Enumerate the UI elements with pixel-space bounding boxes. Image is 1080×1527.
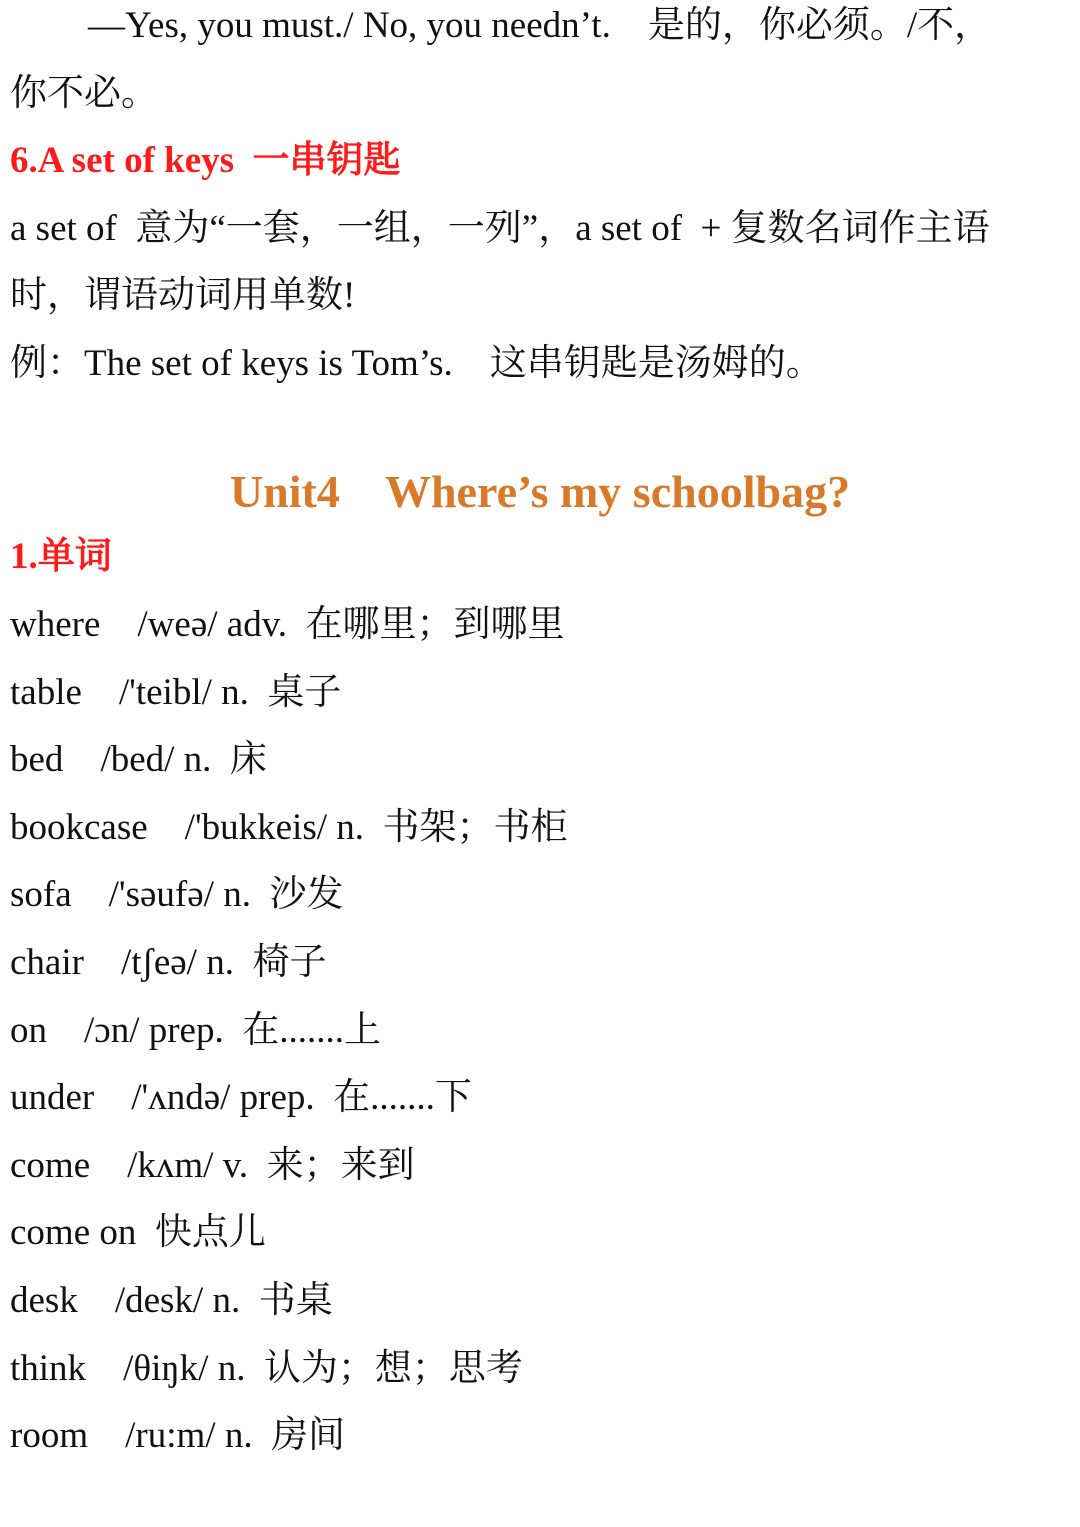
spacer	[327, 804, 336, 852]
vocab-part-of-speech: v.	[222, 1145, 249, 1186]
spacer	[364, 804, 383, 852]
spacer	[214, 871, 223, 919]
vocab-meaning: 桌子	[267, 672, 342, 713]
spacer	[139, 1007, 148, 1055]
spacer	[315, 1074, 334, 1122]
spacer	[82, 669, 119, 717]
spacer	[203, 1277, 212, 1325]
vocab-meaning: 房间	[271, 1415, 346, 1456]
vocab-phonetic: /desk/	[114, 1280, 204, 1321]
spacer	[216, 1412, 225, 1460]
spacer	[72, 871, 109, 919]
vocab-word: desk	[10, 1280, 78, 1321]
vocab-word: table	[10, 672, 82, 713]
vocab-part-of-speech: adv.	[226, 604, 288, 645]
spacer	[208, 1345, 217, 1393]
spacer	[248, 1142, 267, 1190]
vocab-phonetic: /kʌm/	[127, 1145, 214, 1186]
vocab-meaning: 椅子	[252, 942, 327, 983]
spacer	[86, 1345, 123, 1393]
spacer	[174, 736, 183, 784]
vocab-meaning: 书架；书柜	[382, 807, 568, 848]
vocab-row	[10, 601, 565, 649]
vocab-part-of-speech: n.	[183, 739, 212, 780]
vocab-phonetic: /bed/	[100, 739, 175, 780]
vocab-row	[10, 1007, 381, 1055]
spacer	[224, 1007, 243, 1055]
vocab-word: room	[10, 1415, 89, 1456]
spacer	[213, 1142, 222, 1190]
spacer	[218, 601, 227, 649]
unit-title: Unit4 Where’s my schoolbag?	[229, 466, 851, 517]
vocab-part-of-speech: n.	[224, 1415, 253, 1456]
intro-line-1: —Yes, you must./ No, you needn’t. 是的，你必须。/不，	[88, 5, 992, 46]
section-6-heading: 6.A set of keys 一串钥匙	[10, 140, 401, 181]
vocab-word: bookcase	[10, 807, 148, 848]
spacer	[88, 1412, 125, 1460]
section-6-description-line-2: 时，谓语动词用单数!	[10, 275, 356, 316]
vocab-row	[10, 1412, 345, 1460]
vocab-row	[10, 1345, 523, 1393]
vocab-meaning: 在.......上	[242, 1010, 381, 1051]
spacer	[78, 1277, 115, 1325]
vocab-part-of-speech: n.	[212, 1280, 241, 1321]
vocab-word: come on	[10, 1212, 137, 1253]
vocab-heading: 1.单词	[10, 536, 112, 577]
spacer	[253, 1412, 272, 1460]
vocab-meaning: 书桌	[258, 1280, 333, 1321]
vocab-row	[10, 871, 343, 919]
vocab-phonetic: /ru:m/	[125, 1415, 216, 1456]
spacer	[63, 736, 100, 784]
spacer	[249, 669, 268, 717]
spacer	[287, 601, 306, 649]
vocab-part-of-speech: n.	[223, 874, 251, 915]
vocab-row	[10, 804, 568, 852]
vocab-word: come	[10, 1145, 91, 1186]
vocab-word: think	[10, 1348, 87, 1389]
vocab-meaning: 来；来到	[266, 1145, 415, 1186]
vocab-phonetic: /'səufə/	[108, 874, 214, 915]
vocab-meaning: 快点儿	[154, 1212, 266, 1253]
spacer	[90, 1142, 127, 1190]
vocab-phonetic: /'bukkeis/	[184, 807, 327, 848]
vocab-meaning: 在哪里；到哪里	[305, 604, 565, 645]
vocab-phonetic: /weə/	[137, 604, 218, 645]
spacer	[197, 939, 206, 987]
spacer	[84, 939, 121, 987]
vocab-row	[10, 1209, 266, 1257]
vocab-row	[10, 1277, 333, 1325]
spacer	[230, 1074, 239, 1122]
vocab-phonetic: /'ʌndə/	[131, 1077, 231, 1118]
spacer	[148, 804, 185, 852]
vocab-meaning: 认为；想；思考	[263, 1348, 523, 1389]
spacer	[245, 1345, 264, 1393]
vocab-row	[10, 939, 326, 987]
vocab-meaning: 沙发	[269, 874, 344, 915]
spacer	[136, 1209, 155, 1257]
vocab-phonetic: /'teibl/	[118, 672, 212, 713]
vocab-phonetic: /tʃeə/	[120, 942, 197, 983]
spacer	[251, 871, 270, 919]
vocab-part-of-speech: prep.	[148, 1010, 224, 1051]
spacer	[94, 1074, 131, 1122]
spacer	[234, 939, 253, 987]
vocab-word: on	[10, 1010, 47, 1051]
vocab-word: chair	[10, 942, 84, 983]
vocab-row	[10, 669, 341, 717]
spacer	[47, 1007, 84, 1055]
vocab-row	[10, 736, 267, 784]
vocab-part-of-speech: n.	[206, 942, 234, 983]
vocab-word: sofa	[10, 874, 72, 915]
intro-line-2: 你不必。	[10, 73, 158, 114]
spacer	[240, 1277, 259, 1325]
vocab-part-of-speech: n.	[336, 807, 364, 848]
vocab-word: under	[10, 1077, 95, 1118]
vocab-phonetic: /θiŋk/	[123, 1348, 209, 1389]
vocab-part-of-speech: n.	[221, 672, 249, 713]
spacer	[100, 601, 137, 649]
vocab-part-of-speech: prep.	[239, 1077, 315, 1118]
section-6-example: 例：The set of keys is Tom’s. 这串钥匙是汤姆的。	[10, 343, 823, 384]
section-6-description-line-1: a set of 意为“一套，一组，一列”，a set of + 复数名词作主语	[10, 208, 990, 249]
vocab-word: bed	[10, 739, 64, 780]
spacer	[212, 669, 221, 717]
vocab-row	[10, 1074, 472, 1122]
vocab-phonetic: /ɔn/	[84, 1010, 140, 1051]
spacer	[211, 736, 230, 784]
vocab-part-of-speech: n.	[217, 1348, 246, 1389]
vocab-word: where	[10, 604, 101, 645]
vocab-meaning: 在.......下	[333, 1077, 472, 1118]
vocab-row	[10, 1142, 415, 1190]
vocab-meaning: 床	[229, 739, 267, 780]
